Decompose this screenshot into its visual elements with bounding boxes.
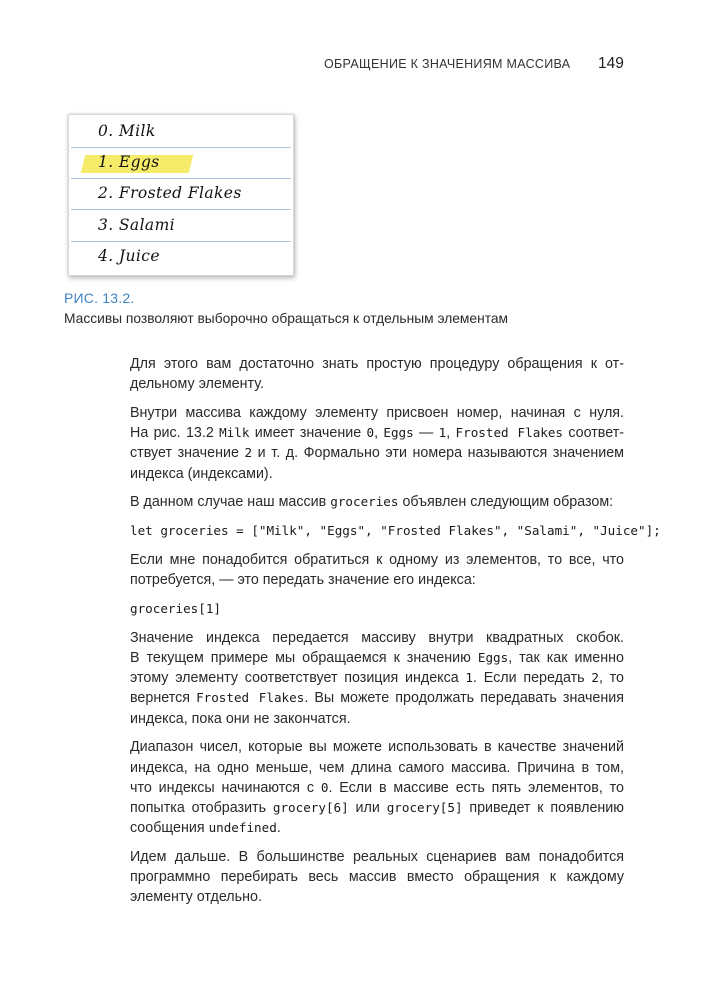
text-run: объявлен следующим образом: [398,494,614,511]
inline-code: 1 [465,670,474,686]
text-run: В текущем примере мы обращаемся к значению [130,650,478,667]
text-line [130,798,624,818]
inline-code: Eggs [477,650,509,666]
text-run: , [446,425,456,442]
inline-code: groceries [330,494,399,510]
text-run: . [276,820,281,837]
running-title: ОБРАЩЕНИЕ К ЗНАЧЕНИЯМ МАССИВА [324,57,571,71]
list-item-text: 1. Eggs [98,153,160,171]
text-run: ствует значение [130,445,245,462]
paragraph-7 [130,847,624,908]
list-item [71,181,291,210]
text-run: , [374,425,384,442]
text-run: или [348,799,387,816]
text-run: и т. д. Формально эти номера называются значением [252,445,624,462]
code-block-access: groceries[1] [130,600,221,616]
text-line [130,423,624,443]
list-item-text: 3. Salami [98,216,176,234]
inline-code: grocery[6] [272,799,349,815]
code-block-declaration: let groceries = ["Milk", "Eggs", "Frosted Flakes", "Salami", "Juice"]; [130,522,661,538]
inline-code: Milk [219,425,250,441]
text-run: . Если в массиве есть пять элементов, то [328,779,624,796]
paragraph-4 [130,550,624,590]
text-run: попытка отобразить [130,799,273,816]
text-line: индекса, пока они не закончатся. [130,710,351,727]
text-line: Значение индекса передается массиву внутри квадратных скобок. [130,629,624,646]
inline-code: 0 [366,425,375,441]
figure-label: РИС. 13.2. [64,290,135,306]
text-line: элементу отдельно. [130,889,262,906]
list-item [71,244,291,272]
text-line: Диапазон чисел, которые вы можете использовать в качестве значений [130,739,624,756]
figure-grocery-list [68,114,294,276]
list-item-text: 2. Frosted Flakes [98,184,242,202]
paragraph-3 [130,492,624,512]
text-line [130,778,624,798]
inline-code: Eggs [383,425,414,441]
text-line: индекса (индексами). [130,465,273,482]
text-run: сообщения [130,820,209,837]
paragraph-5 [130,628,624,729]
list-item-highlighted [71,150,291,179]
inline-code: Frosted Flakes [455,425,564,441]
text-line: Для этого вам достаточно знать простую процедуру обращения к от- [130,356,624,372]
text-line: индекса, на одно меньше, чем длина самого массива. Причина в том, [130,759,624,776]
text-line [130,492,624,512]
list-item [71,213,291,242]
paragraph-1 [130,354,624,394]
body-text [130,354,661,916]
text-line [130,688,624,708]
text-run: — [413,425,439,442]
text-line: дельному элементу. [130,376,264,393]
text-line: программно перебирать весь массив вместо обращения к каждому [130,869,624,886]
text-run: , то [598,670,624,687]
text-run: соответ- [563,425,625,442]
text-line [130,668,624,688]
inline-code: undefined [208,820,277,836]
text-run: имеет значение [249,425,367,442]
inline-code: 2 [591,670,599,686]
text-run: . Если передать [473,670,592,687]
text-run: На рис. 13.2 [130,425,220,442]
text-line: Идем дальше. В большинстве реальных сценариев вам понадобится [130,848,624,865]
text-line: Если мне понадобится обратиться к одному из элементов, то все, что [130,551,624,568]
text-line: Внутри массива каждому элементу присвоен номер, начиная с нуля. [130,404,624,421]
text-line [130,818,624,838]
text-run: , так как именно [508,650,624,667]
inline-code: 0 [320,779,329,795]
text-run: вернется [130,690,197,707]
paragraph-6 [130,737,624,838]
inline-code: 1 [438,425,447,441]
paragraph-2 [130,403,624,484]
text-run: что индексы начинаются с [130,779,321,796]
running-head [0,55,708,75]
list-item [71,119,291,148]
list-item-text: 0. Milk [98,122,156,140]
figure-caption: Массивы позволяют выборочно обращаться к отдельным элементам [64,311,509,326]
inline-code: Frosted Flakes [196,690,305,706]
page-number: 149 [598,55,624,72]
text-line [130,648,624,668]
inline-code: 2 [244,445,253,461]
text-line [130,443,624,463]
list-item-text: 4. Juice [98,247,160,265]
text-run: приведет к появлению [462,799,624,816]
text-run: . Вы можете продолжать передавать значения [304,690,625,707]
text-run: В данном случае наш массив [130,494,331,511]
inline-code: grocery[5] [386,799,463,815]
text-line: потребуется, — это передать значение его индекса: [130,572,476,589]
text-run: этому элементу соответствует позиция индекса [130,670,466,687]
